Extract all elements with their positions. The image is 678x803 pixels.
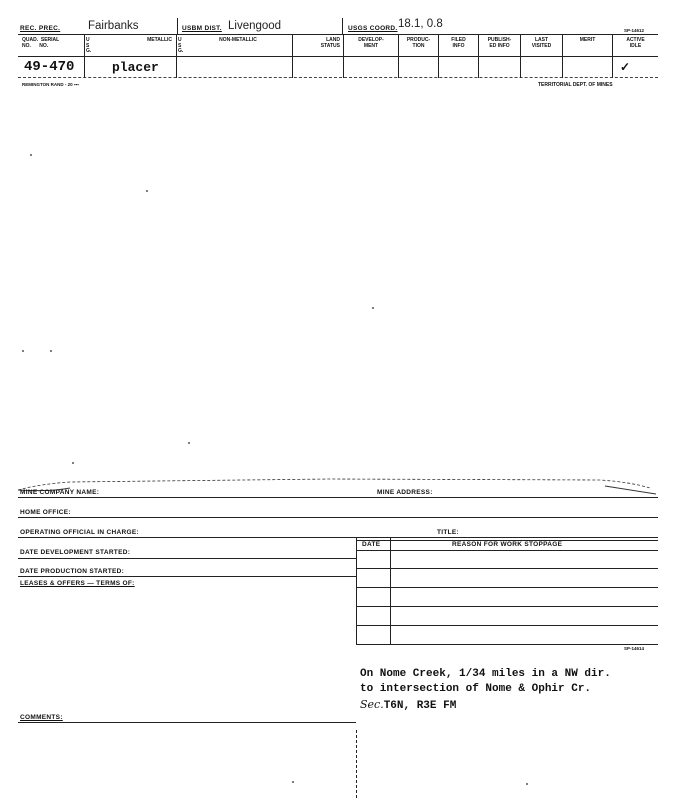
notes-line-2: to intersection of Nome & Ophir Cr. xyxy=(360,683,592,695)
mine-company-name-label: MINE COMPANY NAME: xyxy=(20,489,100,496)
operating-official-label: OPERATING OFFICIAL IN CHARGE: xyxy=(20,529,139,536)
col-usg-1: U S G. xyxy=(86,37,92,54)
usbm-dist-label: USBM DIST. xyxy=(182,25,222,32)
rec-prec-label: REC. PREC. xyxy=(20,25,61,32)
scan-speck xyxy=(72,462,74,464)
col-metallic: METALLIC xyxy=(147,37,172,43)
card-footer-right: TERRITORIAL DEPT. OF MINES xyxy=(538,82,613,88)
col-merit: MERIT xyxy=(579,37,596,43)
date-development-label: DATE DEVELOPMENT STARTED: xyxy=(20,549,131,556)
scan-speck xyxy=(30,154,32,156)
active-idle-mark: ✓ xyxy=(620,60,631,74)
col-published-info: PUBLISH- ED INFO xyxy=(487,37,512,49)
record-metallic: placer xyxy=(112,60,159,75)
notes-line-3-hand: Sec. xyxy=(360,698,384,711)
scan-speck xyxy=(372,307,374,309)
card-edge xyxy=(0,470,678,500)
col-last-visited: LAST VISITED xyxy=(531,37,552,49)
col-production: PRODUC- TION xyxy=(406,37,431,49)
mine-address-label: MINE ADDRESS: xyxy=(377,489,433,496)
notes-line-3 xyxy=(360,697,611,714)
scan-speck xyxy=(188,442,190,444)
notes-line-3-type: T6N, R3E FM xyxy=(383,700,457,712)
location-notes xyxy=(360,667,611,714)
scan-speck xyxy=(22,350,24,352)
col-quad-serial: QUAD. SERIAL NO. NO. xyxy=(22,37,60,49)
scan-speck xyxy=(146,190,148,192)
usgs-coord-value: 18.1, 0.8 xyxy=(398,18,443,30)
col-development: DEVELOP- MENT xyxy=(358,37,384,49)
date-col-header: DATE xyxy=(362,541,381,548)
card-footer-left: REMINGTON RAND - 20 ▪▪▪ xyxy=(22,82,79,87)
col-filed-info: FILED INFO xyxy=(451,37,466,49)
scan-speck xyxy=(50,350,52,352)
col-land-status: LAND STATUS xyxy=(320,37,340,49)
front-form-number: SP-14612 xyxy=(624,28,645,33)
home-office-label: HOME OFFICE: xyxy=(20,509,71,516)
usbm-dist-value: Livengood xyxy=(228,20,282,32)
rec-prec-value: Fairbanks xyxy=(88,20,139,32)
leases-offers-label: LEASES & OFFERS — TERMS OF: xyxy=(20,580,135,587)
comments-label: COMMENTS: xyxy=(20,714,63,721)
title-label: TITLE: xyxy=(437,529,460,536)
col-non-metallic: NON-METALLIC xyxy=(219,37,257,43)
col-active-idle: ACTIVE IDLE xyxy=(626,37,645,49)
usgs-coord-label: USGS COORD. xyxy=(348,25,398,32)
scan-speck xyxy=(292,781,294,783)
back-form-number: SP-14614 xyxy=(624,646,645,651)
date-production-label: DATE PRODUCTION STARTED: xyxy=(20,568,125,575)
reason-col-header: REASON FOR WORK STOPPAGE xyxy=(452,541,563,548)
scan-speck xyxy=(526,783,528,785)
col-usg-2: U S G. xyxy=(178,37,184,54)
notes-line-1: On Nome Creek, 1/34 miles in a NW dir. xyxy=(360,668,611,680)
record-serial: 49-470 xyxy=(24,59,75,75)
